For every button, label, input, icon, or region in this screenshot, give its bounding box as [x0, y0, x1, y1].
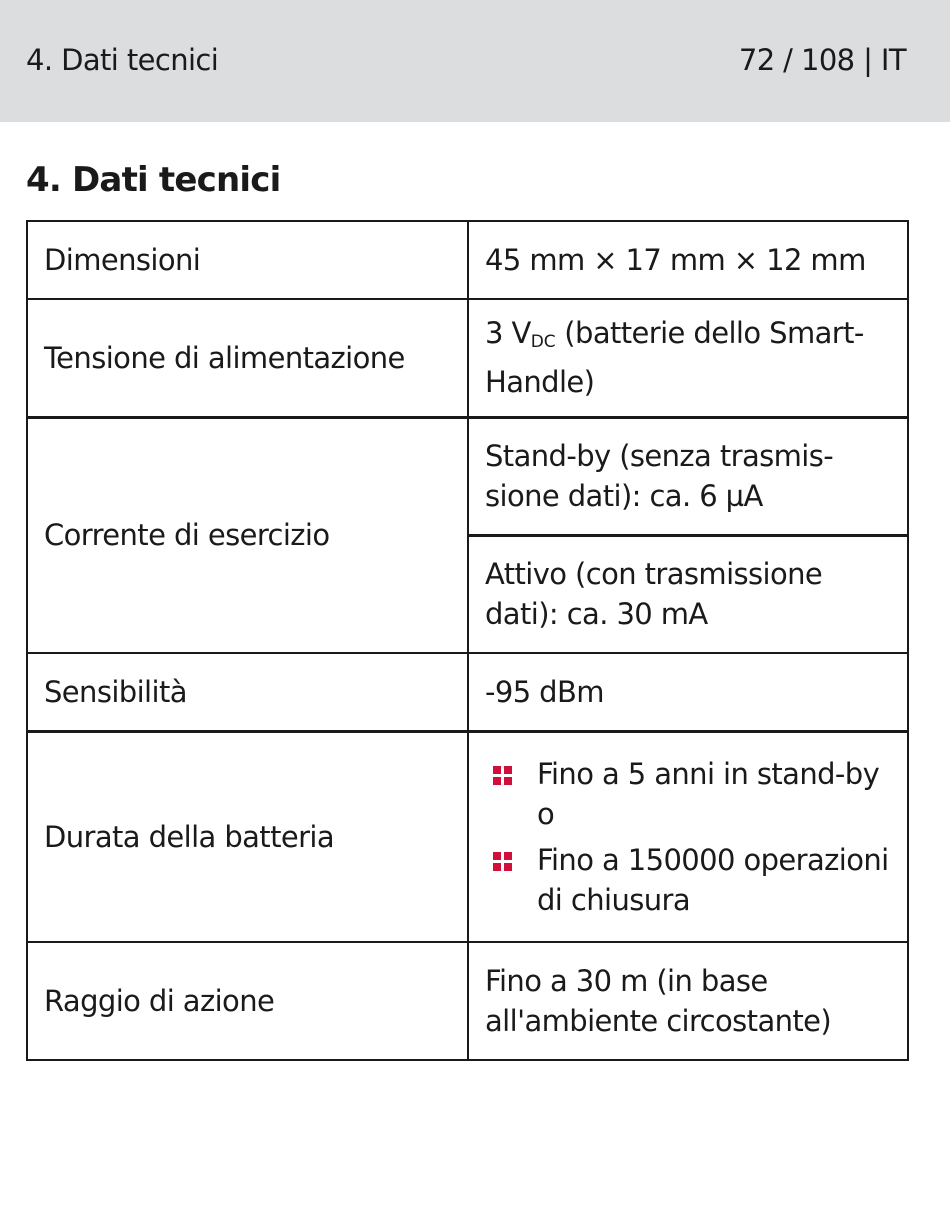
row-label: Tensione di alimentazione	[27, 299, 468, 417]
table-row	[27, 942, 908, 1060]
row-label: Sensibilità	[27, 653, 468, 731]
table-row	[27, 653, 908, 731]
header-page-info: 72 / 108 | IT	[738, 43, 906, 77]
bullet-text: Fino a 5 anni in stand-by o	[537, 756, 880, 831]
battery-bullet-list	[485, 754, 893, 920]
row-value	[468, 299, 908, 417]
table-row	[27, 731, 908, 942]
row-label: Dimensioni	[27, 221, 468, 299]
row-value-active: Attivo (con trasmissione dati): ca. 30 mA	[468, 535, 908, 653]
row-value: 45 mm × 17 mm × 12 mm	[468, 221, 908, 299]
bullet-text: Fino a 150000 operazioni di chiusura	[537, 842, 889, 917]
row-value	[468, 731, 908, 942]
table-row	[27, 221, 908, 299]
row-value-standby: Stand-by (senza trasmis-sione dati): ca. 6 µA	[468, 417, 908, 535]
page-title: 4. Dati tecnici	[26, 160, 281, 200]
row-label: Raggio di azione	[27, 942, 468, 1060]
red-square-bullet-icon	[493, 852, 513, 872]
voltage-note: (batterie dello Smart-Handle)	[485, 316, 864, 400]
technical-data-table	[26, 220, 909, 1061]
table-row	[27, 417, 908, 535]
page-header	[0, 0, 950, 122]
voltage-subscript: DC	[530, 332, 556, 353]
header-section-title: 4. Dati tecnici	[26, 43, 219, 77]
red-square-bullet-icon	[493, 766, 513, 786]
row-label: Corrente di esercizio	[27, 417, 468, 653]
row-value: Fino a 30 m (in base all'ambiente circostante)	[468, 942, 908, 1060]
list-item	[485, 754, 893, 834]
row-label: Durata della batteria	[27, 731, 468, 942]
table-row	[27, 299, 908, 417]
list-item	[485, 840, 893, 920]
row-value: -95 dBm	[468, 653, 908, 731]
voltage-value: 3 V	[485, 316, 531, 351]
